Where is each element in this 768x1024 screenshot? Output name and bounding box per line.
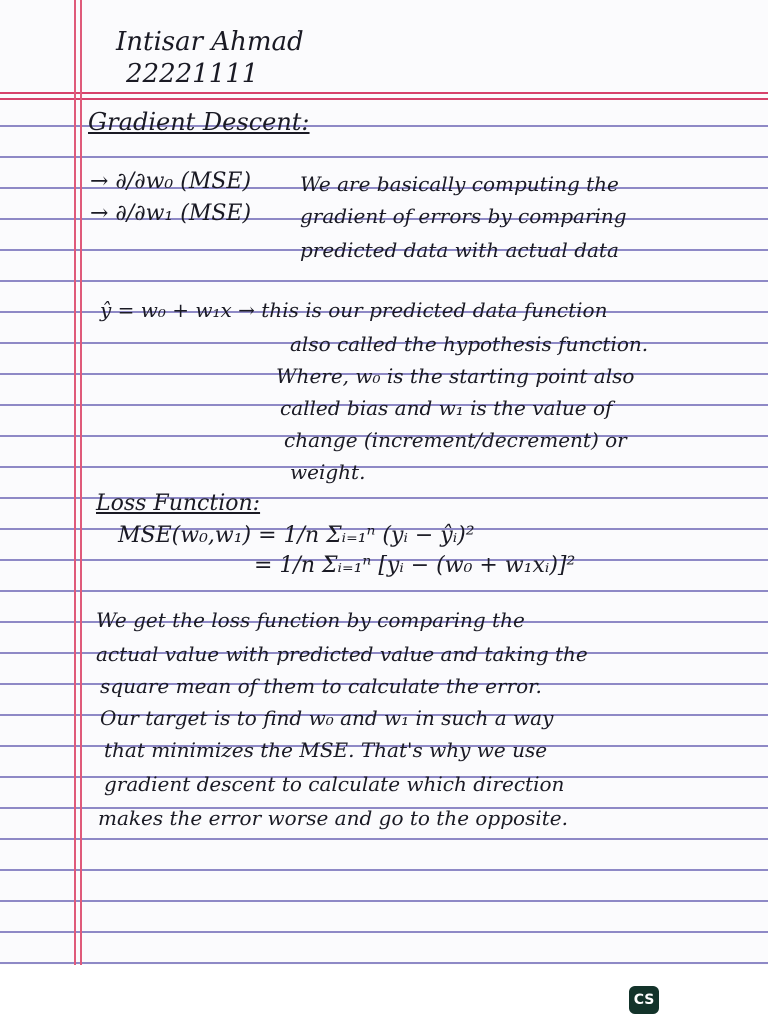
mse-formula-2: = 1/n Σᵢ₌₁ⁿ [yᵢ − (w₀ + w₁xᵢ)]²	[254, 553, 576, 578]
loss-function-heading: Loss Function:	[96, 491, 261, 516]
paragraph-line-3: square mean of them to calculate the error.	[100, 674, 542, 698]
paragraph-line-4: Our target is to find w₀ and w₁ in such a way	[100, 706, 554, 730]
camscanner-badge: CS	[629, 986, 659, 1014]
derivative-explanation-2: gradient of errors by comparing	[300, 204, 627, 228]
paragraph-line-2: actual value with predicted value and taking the	[96, 642, 588, 666]
paragraph-line-5: that minimizes the MSE. That's why we use	[104, 738, 548, 762]
derivative-explanation-3: predicted data with actual data	[300, 238, 619, 262]
paragraph-line-7: makes the error worse and go to the opposite.	[98, 806, 568, 830]
header-rule-bottom	[0, 98, 768, 100]
paragraph-line-1: We get the loss function by comparing the	[96, 608, 525, 632]
derivative-explanation-1: We are basically computing the	[300, 172, 619, 196]
page-title: Gradient Descent:	[88, 108, 310, 136]
author-id: 22221111	[126, 59, 259, 89]
hypothesis-line-5: change (increment/decrement) or	[284, 428, 627, 452]
header-rule-top	[0, 92, 768, 94]
paragraph-line-6: gradient descent to calculate which direction	[104, 772, 565, 796]
derivative-w1: → ∂/∂w₁ (MSE)	[90, 201, 252, 226]
hypothesis-line-6: weight.	[290, 460, 366, 484]
margin-line-outer	[74, 0, 76, 965]
derivative-w0: → ∂/∂w₀ (MSE)	[90, 169, 252, 194]
hypothesis-line-2: also called the hypothesis function.	[290, 332, 649, 356]
hypothesis-line-1: ŷ = w₀ + w₁x → this is our predicted data function	[100, 298, 608, 322]
margin-line-inner	[80, 0, 82, 965]
hypothesis-line-4: called bias and w₁ is the value of	[280, 396, 613, 420]
author-name: Intisar Ahmad	[116, 27, 304, 57]
mse-formula-1: MSE(w₀,w₁) = 1/n Σᵢ₌₁ⁿ (yᵢ − ŷᵢ)²	[118, 523, 475, 548]
hypothesis-line-3: Where, w₀ is the starting point also	[276, 364, 635, 388]
